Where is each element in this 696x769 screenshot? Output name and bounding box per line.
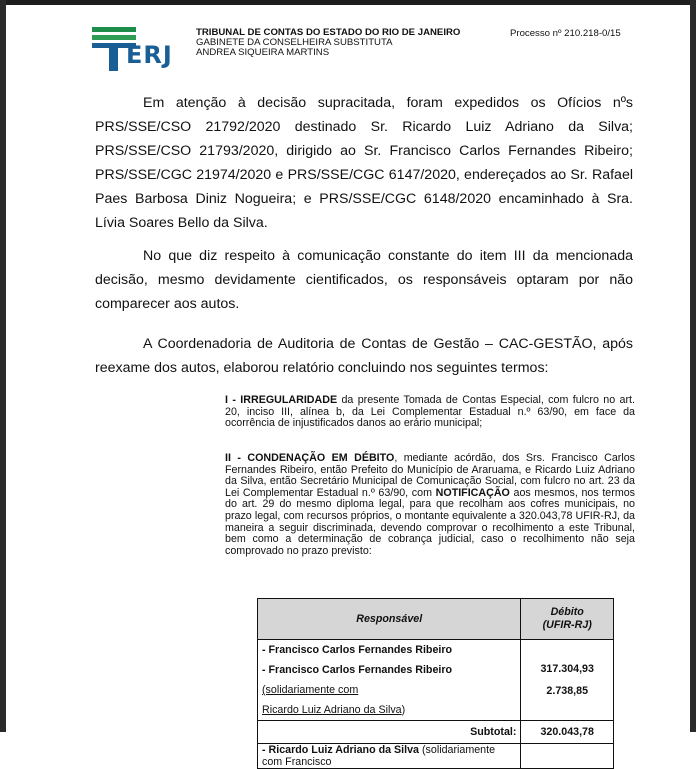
debito-cell (521, 744, 614, 769)
logo-bar-green-1 (92, 27, 136, 32)
viewer-left-edge (0, 0, 6, 732)
column-header-debito (521, 599, 614, 640)
header-court-name: TRIBUNAL DE CONTAS DO ESTADO DO RIO DE JANEIRO (196, 27, 461, 38)
responsavel-item-2-close: ) (401, 704, 406, 716)
debt-table (257, 598, 614, 769)
responsavel-item-2-note: (solidariamente com (262, 684, 359, 696)
quote-item-condenacao-text-1: , mediante acórdão, dos Srs. Francisco Carlos Fernandes Ribeiro, então Prefeito do Município de Araruama, e Ricardo Luiz Adriano da Silva, então Secretário Municipal de Comunicação Social, com fulcro no art. 23 da Lei Complementar Estadual n.º 63/90, com (225, 452, 635, 499)
quote-notificacao: NOTIFICAÇÃO (435, 486, 510, 499)
quote-item-irregularidade (225, 395, 635, 430)
paragraph-coordenadoria: A Coordenadoria de Auditoria de Contas de Gestão – CAC-GESTÃO, após reexame dos autos, elaborou relatório concluindo nos seguintes termos: (95, 336, 633, 376)
header-counselor: ANDREA SIQUEIRA MARTINS (196, 46, 330, 58)
responsavel-cell (258, 744, 521, 769)
column-header-responsavel: Responsável (258, 599, 521, 640)
responsavel-item-1: - Francisco Carlos Fernandes Ribeiro (262, 644, 453, 656)
table-row (258, 744, 614, 769)
viewer-top-edge (0, 0, 696, 5)
responsavel-cell (258, 640, 521, 721)
debt-table-header (258, 599, 614, 640)
subtotal-row (258, 721, 614, 744)
tcerj-logo (92, 23, 174, 73)
debito-value-2: 2.738,85 (546, 685, 589, 697)
quote-item-condenacao-text-2: aos mesmos, nos termos do art. 29 do mesmo diploma legal, para que recolham aos cofres municipais, no prazo legal, com recursos próprios, o montante equivalente a 320.043,78 UFIR-RJ, da maneira a seguir discriminada, devendo comprovar o recolhimento a este Tribunal, bem como a determinação de cobrança judicial, caso o recolhimento não seja comprovado no prazo previsto: (225, 486, 636, 557)
logo-text: ERJ (126, 41, 173, 69)
quote-item-irregularidade-text: da presente Tomada de Contas Especial, com fulcro no art. 20, inciso III, alínea b, da Lei Complementar Estadual n.º 63/90, em face da ocorrência de injustificados danos ao erário municipal; (225, 394, 635, 430)
table-row (258, 640, 614, 721)
responsavel-item-3-note: (solidariamente com Francisco (262, 744, 496, 768)
subtotal-value: 320.043,78 (521, 721, 614, 744)
responsavel-item-2-note-cont: Ricardo Luiz Adriano da Silva (262, 704, 402, 716)
responsavel-item-2-name: - Francisco Carlos Fernandes Ribeiro (262, 664, 453, 676)
document-header (196, 28, 460, 57)
logo-bar-green-2 (92, 35, 136, 40)
quote-item-condenacao (225, 453, 635, 557)
debito-value-1: 317.304,93 (540, 663, 594, 675)
viewer-right-edge (690, 0, 696, 732)
paragraph-comunicacao: No que diz respeito à comunicação constante do item III da mencionada decisão, mesmo devidamente cientificados, os responsáveis optaram por não comparecer aos autos. (95, 248, 633, 312)
header-office: GABINETE DA CONSELHEIRA SUBSTITUTA (196, 36, 393, 48)
debito-cell (521, 640, 614, 721)
quote-item-condenacao-heading: II - CONDENAÇÃO EM DÉBITO (225, 452, 395, 464)
column-header-debito-line2: (UFIR-RJ) (542, 619, 592, 631)
responsavel-item-3: - Ricardo Luiz Adriano da Silva (262, 744, 419, 756)
column-header-debito-line1: Débito (550, 606, 584, 618)
quote-item-irregularidade-heading: I - IRREGULARIDADE (225, 394, 338, 406)
subtotal-label: Subtotal: (258, 721, 521, 744)
paragraph-oficios: Em atenção à decisão supracitada, foram expedidos os Ofícios nºs PRS/SSE/CSO 21792/2020 destinado Sr. Ricardo Luiz Adriano da Silva; PRS/SSE/CSO 21793/2020, dirigido ao Sr. Francisco Carlos Fernandes Ribeiro; PRS/SSE/CGC 21974/2020 e PRS/SSE/CGC 6147/2020, endereçados ao Sr. Rafael Paes Barbosa Diniz Nogueira; e PRS/SSE/CGC 6148/2020 encaminhado à Sra. Lívia Soares Bello da Silva. (95, 95, 633, 231)
process-number: Processo nº 210.218-0/15 (510, 28, 621, 39)
logo-stem (109, 43, 118, 71)
responsavel-item-2 (262, 660, 516, 720)
